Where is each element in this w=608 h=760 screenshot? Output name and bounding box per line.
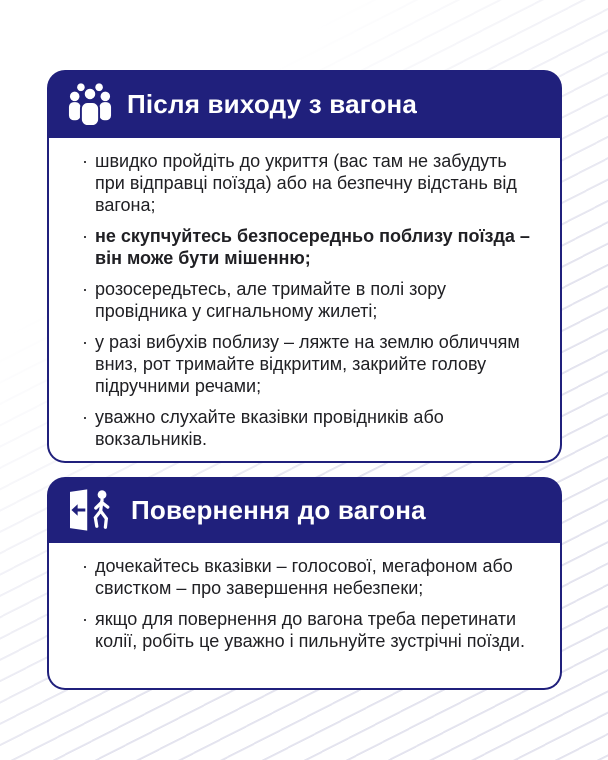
section-body [47,138,562,463]
bullet-dot: · [82,556,88,576]
bullet-text: уважно слухайте вказівки провідників або вокзальників. [95,407,444,449]
bullet-item [49,225,548,269]
section-after-exit [47,70,562,463]
bullet-dot: · [82,407,88,427]
bullet-dot: · [82,226,88,246]
bullet-text: розосередьтесь, але тримайте в полі зору провідника у сигнальному жилеті; [95,279,447,321]
section-body [47,543,562,690]
section-header [47,477,562,543]
section-title: Після виходу з вагона [127,88,418,119]
section-header [47,70,562,138]
bullet-item [49,555,548,599]
bullet-list [49,150,548,450]
bullet-text: швидко пройдіть до укриття (вас там не забудуть при відправці поїзда) або на безпечну відстань від вагона; [95,151,517,215]
bullet-item [49,331,548,397]
bullet-item [49,278,548,322]
section-title: Повернення до вагона [131,494,426,525]
people-group-icon [67,82,113,126]
bullet-text: якщо для повернення до вагона треба перетинати колії, робіть це уважно і пильнуйте зустрічні поїзди. [95,609,525,651]
bullet-dot: · [82,332,88,352]
bullet-dot: · [82,609,88,629]
bullet-item [49,150,548,216]
bullet-dot: · [82,151,88,171]
bullet-dot: · [82,279,88,299]
bullet-item [49,608,548,652]
bullet-text: не скупчуйтесь безпосередньо поблизу поїзда – він може бути мішенню; [95,226,530,268]
exit-door-walking-person-icon [67,488,117,532]
bullet-text: у разі вибухів поблизу – ляжте на землю обличчям вниз, рот тримайте відкритим, закрийте голову підручними речами; [95,332,520,396]
section-return [47,477,562,690]
bullet-item [49,406,548,450]
cards-column [47,70,562,690]
bullet-list [49,555,548,652]
bullet-text: дочекайтесь вказівки – голосової, мегафоном або свистком – про завершення небезпеки; [95,556,513,598]
